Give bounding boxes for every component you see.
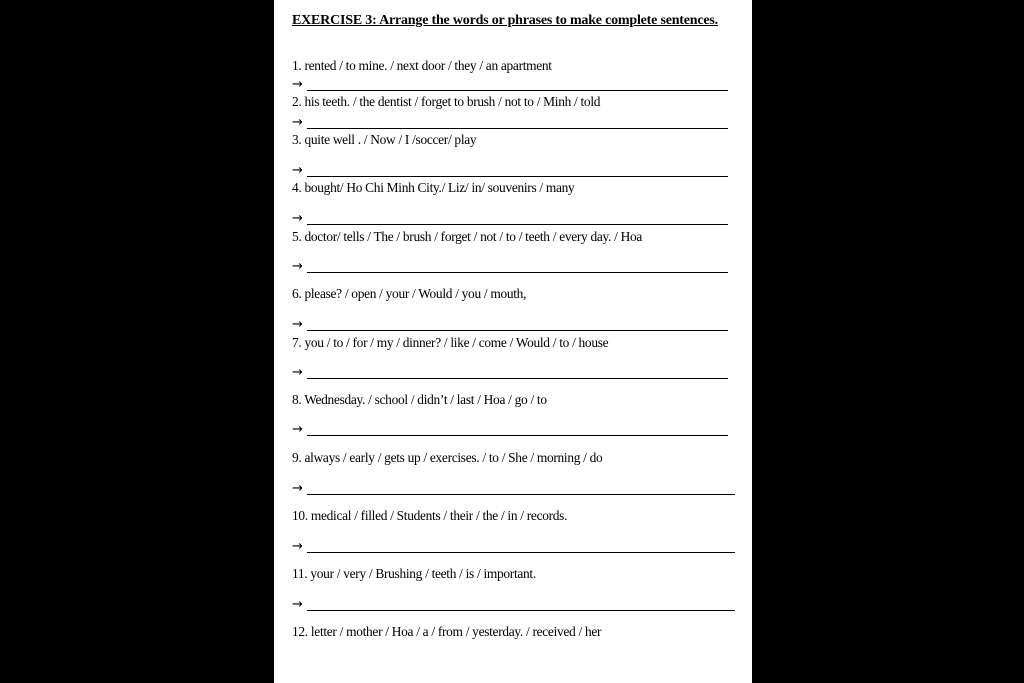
question-6: 6. please? / open / your / Would / you / mouth, <box>292 286 527 301</box>
question-7: 7. you / to / for / my / dinner? / like / come / Would / to / house <box>292 335 609 350</box>
arrow-icon: → <box>292 365 303 380</box>
question-8: 8. Wednesday. / school / didn’t / last / Hoa / go / to <box>292 392 547 407</box>
arrow-icon: → <box>292 259 303 274</box>
answer-line-3[interactable] <box>292 160 728 178</box>
question-1: 1. rented / to mine. / next door / they / an apartment <box>292 58 552 73</box>
question-12: 12. letter / mother / Hoa / a / from / yesterday. / received / her <box>292 624 602 639</box>
worksheet-page <box>274 0 752 683</box>
arrow-icon: → <box>292 163 303 178</box>
question-3: 3. quite well . / Now / I /soccer/ play <box>292 132 477 147</box>
answer-line-4[interactable] <box>292 208 728 226</box>
question-2: 2. his teeth. / the dentist / forget to brush / not to / Minh / told <box>292 94 601 109</box>
answer-line-9[interactable] <box>292 478 735 496</box>
answer-line-8[interactable] <box>292 419 728 437</box>
question-5: 5. doctor/ tells / The / brush / forget / not / to / teeth / every day. / Hoa <box>292 229 643 244</box>
arrow-icon: → <box>292 597 303 612</box>
answer-line-2[interactable] <box>292 112 728 130</box>
question-4: 4. bought/ Ho Chi Minh City./ Liz/ in/ souvenirs / many <box>292 180 575 195</box>
arrow-icon: → <box>292 422 303 437</box>
question-9: 9. always / early / gets up / exercises. / to / She / morning / do <box>292 450 603 465</box>
answer-line-5[interactable] <box>292 256 728 274</box>
answer-line-6[interactable] <box>292 314 728 332</box>
answer-line-7[interactable] <box>292 362 728 380</box>
arrow-icon: → <box>292 481 303 496</box>
exercise-title: EXERCISE 3: Arrange the words or phrases to make complete sentences. <box>292 13 718 28</box>
arrow-icon: → <box>292 115 303 130</box>
arrow-icon: → <box>292 77 303 92</box>
arrow-icon: → <box>292 317 303 332</box>
answer-line-1[interactable] <box>292 74 728 92</box>
answer-line-10[interactable] <box>292 536 735 554</box>
arrow-icon: → <box>292 539 303 554</box>
arrow-icon: → <box>292 211 303 226</box>
answer-line-11[interactable] <box>292 594 735 612</box>
question-10: 10. medical / filled / Students / their / the / in / records. <box>292 508 568 523</box>
question-11: 11. your / very / Brushing / teeth / is / important. <box>292 566 536 581</box>
